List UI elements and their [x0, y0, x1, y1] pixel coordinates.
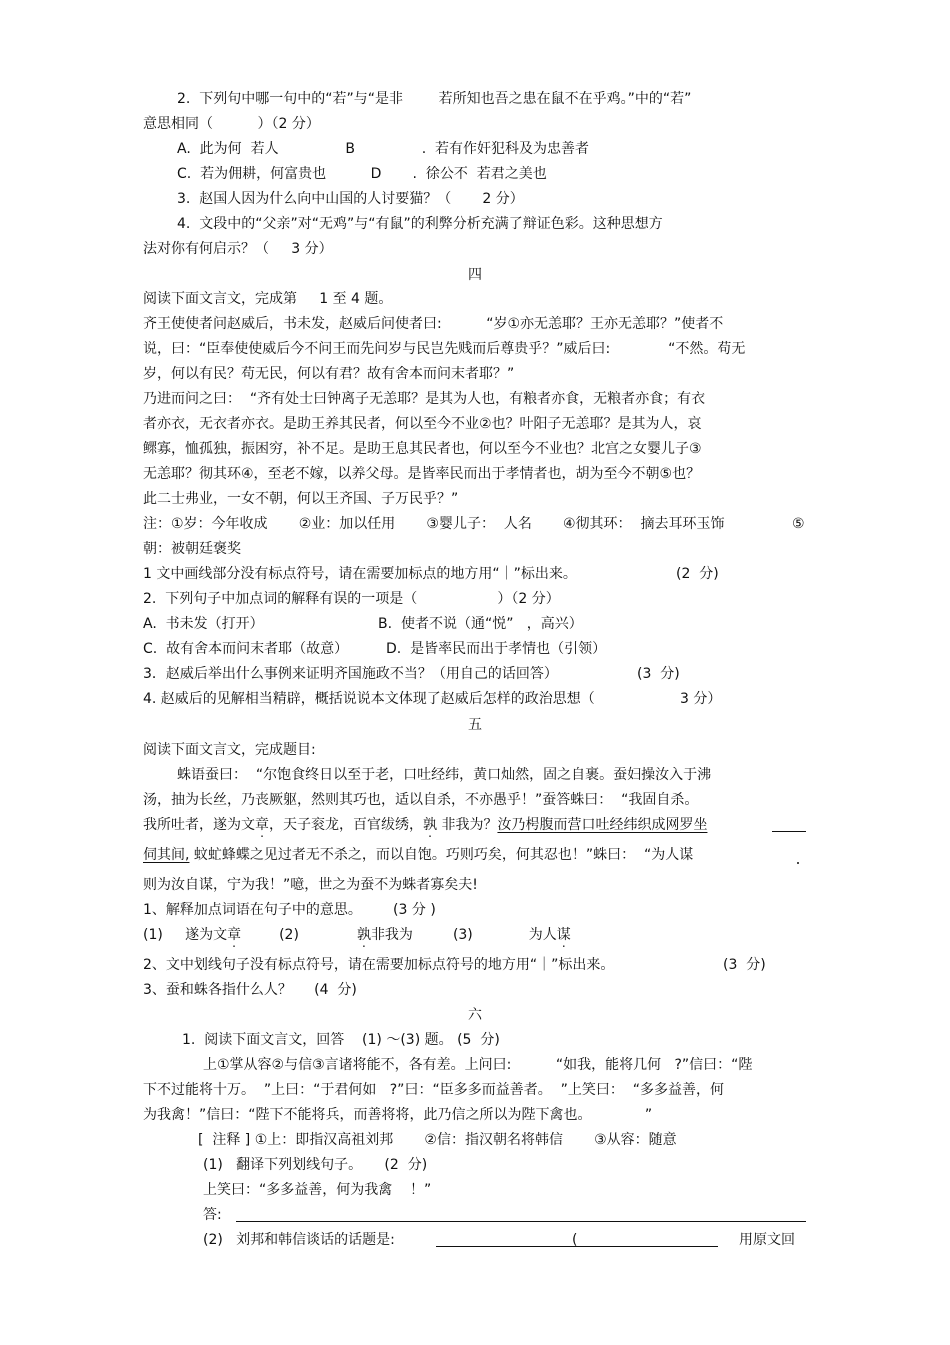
- s4-q3-score: (3 分): [637, 666, 680, 682]
- passage6-line: 下不过能将十万。 ”上曰：“于君何如 ?”曰：“臣多多而益善者。 ”上笑曰： “多多益善，何: [143, 1082, 724, 1098]
- q4-question-cont: 法对你有何启示？（ 3 分）: [143, 241, 333, 257]
- s6-q2-paren: (: [572, 1232, 578, 1248]
- q3-question: 3. 赵国人因为什么向中山国的人讨要猫？（ 2 分）: [177, 191, 524, 207]
- s4-q3: 3．赵威后举出什么事例来证明齐国施政不当？（用自己的话回答）: [143, 666, 558, 682]
- passage5-line: 我所吐者，遂为文章，天子衮龙，百官绂绣，孰 非我为？汝乃枵腹而营口吐经纬织成网罗坐: [143, 817, 708, 833]
- s6-q2-tail: 用原文回: [739, 1232, 795, 1248]
- passage4-line: 岁，何以有民？苟无民，何以有君？故有舍本而问末者耶？”: [143, 366, 515, 382]
- passage4-line: 此二士弗业，一女不朝，何以王齐国、子万民乎？”: [143, 491, 459, 507]
- section4-instruction: 阅读下面文言文，完成第 1 至 4 题。: [143, 291, 393, 307]
- underlined-sentence: 汝乃枵腹而营口吐经纬织成网罗坐: [497, 817, 708, 833]
- s5-q1-items: (1) 遂为文章 (2) 孰非我为 (3) 为人谋: [143, 927, 571, 943]
- s5-q1: 1、解释加点词语在句子中的意思。 (3 分 ): [143, 902, 436, 918]
- passage4-line: 乃进而问之曰： “齐有处士曰钟离子无恙耶？是其为人也，有粮者亦食，无粮者亦食；有衣: [143, 391, 706, 407]
- passage6-line: 为我禽！”信曰：“陛下不能将兵，而善将将，此乃信之所以为陛下禽也。 ”: [143, 1107, 653, 1123]
- q2-options-ab: A. 此为何 若人 B . 若有作奸犯科及为忠善者: [177, 141, 590, 157]
- s4-q1-score: (2 分): [676, 566, 719, 582]
- q4-question: 4. 文段中的“父亲”对“无鸡”与“有鼠”的利弊分析充满了辩证色彩。这种思想方: [177, 216, 663, 232]
- s5-q3: 3、蚕和蛛各指什么人？ (4 分): [143, 982, 357, 998]
- passage5-line: 汤，抽为长丝，乃丧厥躯，然则其巧也，适以自杀，不亦愚乎！”蚕答蛛曰： “我固自杀。: [143, 792, 699, 808]
- passage5-line: 蛛语蚕曰： “尔饱食终日以至于老，口吐经纬，黄口灿然，固之自裹。蚕妇操汝入于沸: [177, 767, 712, 783]
- s4-q2: 2. 下列句子中加点词的解释有误的一项是（ ）（2 分）: [143, 591, 560, 607]
- underlined-sentence-cont: 伺其间,: [143, 847, 190, 863]
- passage4-notes-cont: 朝：被朝廷褒奖: [143, 541, 241, 557]
- s4-q2-option-c: C. 故有舍本而问末者耶（故意）: [143, 641, 349, 657]
- underline-extension: [772, 831, 806, 832]
- s6-instruction: 1. 阅读下面文言文，回答 (1) ～(3) 题。 (5 分): [182, 1032, 500, 1048]
- passage6-line: 上①掌从容②与信③言诸将能不，各有差。上问曰: “如我，能将几何 ?”信曰：“陛: [203, 1057, 753, 1073]
- s4-q4-score: 3 分）: [680, 691, 722, 707]
- passage4-line: 鳏寡，恤孤独，振困穷，补不足。是助王息其民者也，何以至今不业也？北宫之女婴儿子③: [143, 441, 702, 457]
- s4-q2-option-a: A. 书未发（打开）: [143, 616, 264, 632]
- passage5-line: 伺其间, 蚊虻蜂蝶之见过者无不杀之，而以自饱。巧则巧矣，何其忍也！”蛛曰： “为人谋: [143, 847, 694, 863]
- s6-q2: (2) 刘邦和韩信谈话的话题是:: [203, 1232, 395, 1248]
- answer-line[interactable]: [236, 1221, 806, 1222]
- passage6-notes: [ 注释 ] ①上：即指汉高祖刘邦 ②信：指汉朝名将韩信 ③从容：随意: [198, 1132, 677, 1148]
- s4-q4: 4. 赵威后的见解相当精辟，概括说说本文体现了赵威后怎样的政治思想（: [143, 691, 595, 707]
- section5-instruction: 阅读下面文言文，完成题目:: [143, 742, 316, 758]
- s4-q1: 1 文中画线部分没有标点符号，请在需要加标点的地方用“｜”标出来。: [143, 566, 577, 582]
- passage4-line: 者亦衣，无衣者亦衣。是助王养其民者，何以至今不业②也？叶阳子无恙耶？是其为人，哀: [143, 416, 702, 432]
- section-heading-4: 四: [468, 267, 482, 283]
- passage4-notes: 注：①岁：今年收成 ②业：加以任用 ③婴儿子： 人名 ④彻其环： 摘去耳环玉饰: [143, 516, 725, 532]
- section-heading-5: 五: [468, 717, 482, 733]
- q2-stem: 2. 下列句中哪一句中的“若”与“是非 若所知也吾之患在鼠不在乎鸡。”中的“若”: [177, 91, 692, 107]
- stray-dot: [797, 862, 799, 864]
- passage4-line: 说，曰：“臣奉使使威后今不问王而先问岁与民岂先贱而后尊贵乎？”威后曰: “不然。苟无: [143, 341, 746, 357]
- s4-q2-option-d: D. 是皆率民而出于孝情也（引领）: [386, 641, 607, 657]
- section-heading-6: 六: [468, 1007, 482, 1023]
- s6-q1: (1) 翻译下列划线句子。 (2 分): [203, 1157, 428, 1173]
- s6-q1-sentence: 上笑曰：“多多益善，何为我禽 ！”: [203, 1182, 432, 1198]
- passage4-line: 齐王使使者问赵威后，书未发，赵威后问使者曰: “岁①亦无恙耶？王亦无恙耶？”使者不: [143, 316, 724, 332]
- passage4-notes-marker: ⑤: [792, 516, 805, 532]
- s4-q2-option-b: B. 使者不说（通“悦” ，高兴）: [378, 616, 583, 632]
- answer-label: 答:: [203, 1207, 222, 1223]
- q2-options-cd: C. 若为佣耕，何富贵也 D . 徐公不 若君之美也: [177, 166, 547, 182]
- s5-q2-score: (3 分): [723, 957, 766, 973]
- q2-stem-cont: 意思相同（ ）（2 分）: [143, 116, 320, 132]
- passage5-line: 则为汝自谋，宁为我！”噫，世之为蚕不为蛛者寡矣夫!: [143, 877, 478, 893]
- passage4-line: 无恙耶？彻其环④，至老不嫁，以养父母。是皆率民而出于孝情者也，胡为至今不朝⑤也？: [143, 466, 701, 482]
- s5-q2: 2、文中划线句子没有标点符号，请在需要加标点符号的地方用“｜”标出来。: [143, 957, 615, 973]
